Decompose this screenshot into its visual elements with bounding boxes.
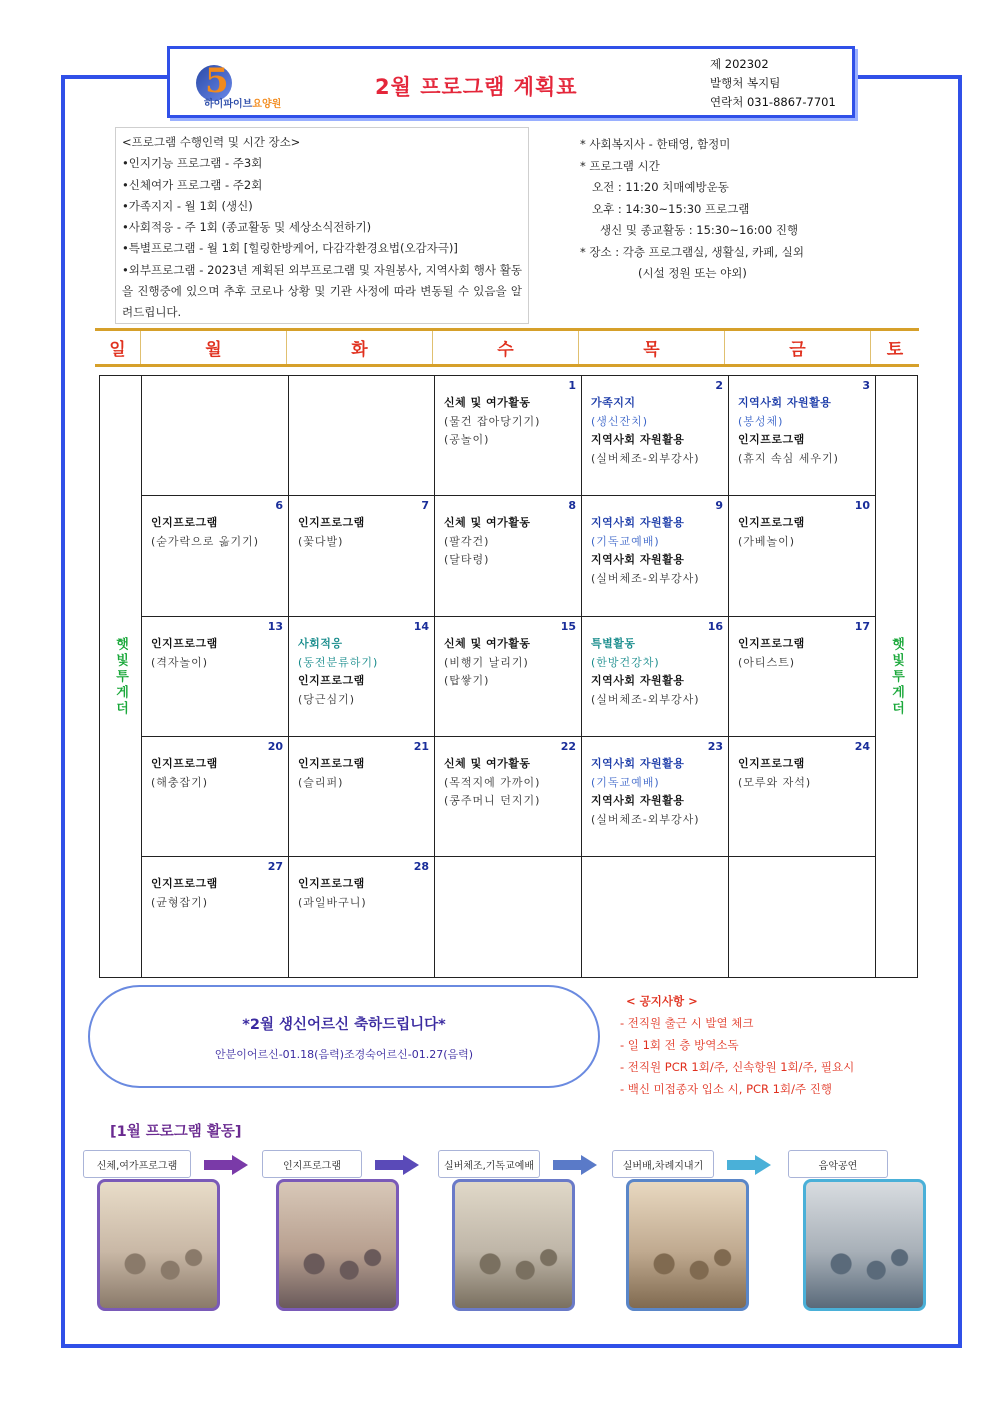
calendar-day-cell	[435, 857, 582, 978]
calendar-day-cell	[142, 496, 289, 617]
weekday-wed: 수	[432, 331, 578, 364]
program-detail: (공놀이)	[444, 433, 490, 446]
program-detail: (생신잔치)	[591, 414, 649, 428]
weekday-sun: 일	[109, 340, 126, 360]
side-label-right: 햇빛투게더	[889, 636, 904, 717]
program-detail: (비행기 날리기)	[444, 655, 529, 669]
calendar-day-cell	[435, 737, 582, 857]
activity-label: 신체,여가프로그램	[83, 1150, 191, 1178]
day-number: 9	[715, 499, 723, 512]
program-info-line: •신체여가 프로그램 - 주2회	[122, 177, 263, 192]
program-title: 가족지지	[591, 396, 636, 409]
program-title: 인지프로그램	[298, 757, 365, 770]
program-title: 지역사회 자원활용	[591, 433, 685, 446]
program-title: 신체 및 여가활동	[444, 637, 531, 650]
weekday-header	[95, 328, 919, 367]
day-number: 13	[267, 620, 283, 633]
calendar-day-cell	[582, 496, 729, 617]
program-title: 인지프로그램	[738, 433, 805, 446]
program-title: 지역사회 자원활용	[591, 674, 685, 687]
program-title: 특별활동	[591, 637, 636, 650]
page-title: 2월 프로그램 계획표	[375, 75, 578, 99]
arrow-right-icon	[727, 1155, 771, 1175]
program-detail: (한방건강차)	[591, 655, 660, 669]
program-detail: (슬리퍼)	[298, 775, 344, 789]
day-number: 20	[267, 740, 283, 753]
day-number: 22	[560, 740, 576, 753]
activity-photo	[97, 1179, 220, 1311]
arrow-right-icon	[553, 1155, 597, 1175]
program-title: 지역사회 자원활용	[591, 553, 685, 566]
program-detail: (과일바구니)	[298, 895, 367, 909]
program-title: 인지프로그램	[298, 516, 365, 529]
day-number: 14	[413, 620, 429, 633]
day-number: 2	[715, 379, 723, 392]
program-info-line: •사회적응 - 주 1회 (종교활동 및 세상소식전하기)	[122, 220, 372, 235]
day-number: 1	[568, 379, 576, 392]
program-title: 인지프로그램	[151, 516, 218, 529]
weekday-thu: 목	[578, 331, 724, 364]
logo	[192, 61, 312, 109]
issue-number: 제 202302	[710, 57, 769, 71]
program-info-heading: <프로그램 수행인력 및 시간 장소>	[122, 135, 301, 149]
staff-line: * 사회복지사 - 한태영, 함정미	[580, 137, 731, 151]
program-title: 지역사회 자원활용	[591, 757, 685, 770]
calendar-day-cell	[582, 617, 729, 737]
calendar-day-cell	[289, 857, 435, 978]
calendar-day-cell	[289, 617, 435, 737]
header	[167, 46, 855, 118]
program-detail: (탑쌓기)	[444, 674, 490, 687]
program-detail: (물건 잡아당기기)	[444, 414, 541, 428]
program-title: 지역사회 자원활용	[738, 396, 832, 409]
calendar-day-cell	[729, 376, 876, 496]
activity-photo	[276, 1179, 399, 1311]
weekday-mon: 월	[140, 331, 286, 364]
program-detail: (숟가락으로 옮기기)	[151, 534, 260, 548]
schedule-info	[580, 134, 910, 285]
birthday-banner	[88, 985, 600, 1088]
activity-photo	[803, 1179, 926, 1311]
program-title: 지역사회 자원활용	[591, 516, 685, 529]
day-number: 23	[707, 740, 723, 753]
calendar-day-cell	[142, 617, 289, 737]
program-detail: (꽃다발)	[298, 534, 344, 548]
calendar-day-cell	[582, 737, 729, 857]
weekday-sat: 토	[870, 331, 919, 364]
activity-photo	[626, 1179, 749, 1311]
publisher: 발행처 복지팀	[710, 76, 781, 90]
program-detail: (콩주머니 던지기)	[444, 794, 541, 807]
activity-label: 음악공연	[788, 1150, 888, 1178]
notice-item: - 전직원 PCR 1회/주, 신속항원 1회/주, 필요시	[620, 1060, 855, 1074]
contact: 연락처 031-8867-7701	[710, 95, 836, 109]
program-info	[115, 127, 529, 324]
birthday-title: *2월 생신어르신 축하드립니다*	[242, 1017, 446, 1033]
program-title: 인지프로그램	[298, 674, 365, 687]
arrow-right-icon	[375, 1155, 419, 1175]
saturday-column	[875, 376, 917, 977]
calendar-day-cell	[289, 496, 435, 617]
calendar-day-cell	[582, 376, 729, 496]
birthday-time: 생신 및 종교활동 : 15:30~16:00 진행	[600, 223, 799, 237]
calendar-day-cell	[289, 737, 435, 857]
calendar-day-cell	[729, 496, 876, 617]
program-title: 지역사회 자원활용	[591, 794, 685, 807]
calendar-day-cell	[435, 376, 582, 496]
birthday-names: 안분이어르신-01.18(음력)조경숙어르신-01.27(음력)	[214, 1048, 474, 1061]
notice-item: - 전직원 출근 시 발열 체크	[620, 1016, 754, 1030]
pm-time: 오후 : 14:30~15:30 프로그램	[592, 201, 750, 216]
program-info-line: •인지기능 프로그램 - 주3회	[122, 156, 263, 171]
calendar-day-cell	[582, 857, 729, 978]
program-detail: (아티스트)	[738, 655, 796, 669]
program-title: 인지프로그램	[151, 877, 218, 890]
program-info-line: •특별프로그램 - 월 1회 [힐링한방케어, 다감각환경요법(오감자극)]	[122, 241, 458, 256]
day-number: 6	[275, 499, 283, 512]
program-title: 신체 및 여가활동	[444, 516, 531, 529]
side-label-left: 햇빛투게더	[113, 636, 128, 717]
program-detail: (실버체조-외부강사)	[591, 571, 700, 585]
program-title: 신체 및 여가활동	[444, 396, 531, 409]
program-title: 인지프로그램	[151, 637, 218, 650]
program-detail: (해충잡기)	[151, 775, 209, 789]
program-detail: (팔각건)	[444, 534, 490, 548]
notice-item: - 일 1회 전 층 방역소독	[620, 1038, 739, 1052]
program-title: 인지프로그램	[151, 757, 218, 770]
place-note: (시설 정원 또는 야외)	[638, 266, 747, 280]
program-detail: (기독교예배)	[591, 775, 660, 789]
program-detail: (실버체조-외부강사)	[591, 812, 700, 826]
calendar	[99, 375, 918, 978]
program-detail: (봉성체)	[738, 414, 784, 428]
program-info-line: •가족지지 - 월 1회 (생신)	[122, 198, 253, 213]
day-number: 16	[707, 620, 723, 633]
calendar-day-cell	[435, 496, 582, 617]
program-detail: (모루와 자석)	[738, 775, 812, 789]
calendar-day-cell	[142, 857, 289, 978]
calendar-day-cell	[435, 617, 582, 737]
place-line: * 장소 : 각층 프로그램실, 생활실, 카페, 실외	[580, 244, 804, 259]
activity-label: 인지프로그램	[262, 1150, 362, 1178]
notice-item: - 백신 미접종자 입소 시, PCR 1회/주 진행	[620, 1082, 832, 1096]
program-detail: (당근심기)	[298, 692, 356, 706]
activity-label: 실버체조,기독교예배	[438, 1150, 540, 1178]
activity-label: 실버배,차례지내기	[612, 1150, 714, 1178]
activity-photo	[452, 1179, 575, 1311]
calendar-day-cell	[729, 857, 876, 978]
day-number: 21	[413, 740, 429, 753]
program-title: 신체 및 여가활동	[444, 757, 531, 770]
program-title: 인지프로그램	[298, 877, 365, 890]
program-detail: (휴지 속심 세우기)	[738, 451, 839, 465]
weekday-tue: 화	[286, 331, 432, 364]
logo-five: 5	[205, 61, 229, 101]
program-info-paragraph: •외부프로그램 - 2023년 계획된 외부프로그램 및 자원봉사, 지역사회 행사 활동을 진행중에 있으며 추후 코로나 상황 및 기관 사정에 따라 변동될 수 있음을 알려드립니다.	[122, 262, 522, 320]
calendar-day-cell	[142, 737, 289, 857]
calendar-day-cell	[289, 376, 435, 496]
sunday-column	[100, 376, 142, 977]
program-detail: (기독교예배)	[591, 534, 660, 548]
day-number: 15	[560, 620, 576, 633]
day-number: 24	[854, 740, 870, 753]
program-detail: (격자놀이)	[151, 655, 209, 669]
program-detail: (가베놀이)	[738, 534, 796, 548]
program-title: 사회적응	[298, 637, 343, 650]
program-title: 인지프로그램	[738, 757, 805, 770]
day-number: 27	[267, 860, 283, 873]
calendar-day-cell	[729, 617, 876, 737]
program-detail: (균형잡기)	[151, 895, 209, 909]
program-title: 인지프로그램	[738, 516, 805, 529]
program-detail: (실버체조-외부강사)	[591, 692, 700, 706]
program-detail: (목적지에 가까이)	[444, 775, 541, 789]
program-title: 인지프로그램	[738, 637, 805, 650]
logo-name: 하이파이브요양원	[204, 99, 282, 110]
day-number: 7	[421, 499, 429, 512]
weekday-fri: 금	[724, 331, 870, 364]
program-detail: (달타령)	[444, 553, 490, 566]
day-number: 28	[413, 860, 429, 873]
day-number: 17	[854, 620, 870, 633]
time-label: * 프로그램 시간	[580, 158, 660, 173]
day-number: 3	[862, 379, 870, 392]
calendar-day-cell	[142, 376, 289, 496]
arrow-right-icon	[204, 1155, 248, 1175]
program-detail: (동전분류하기)	[298, 655, 379, 669]
header-meta	[710, 55, 836, 112]
day-number: 8	[568, 499, 576, 512]
calendar-day-cell	[729, 737, 876, 857]
day-number: 10	[854, 499, 870, 512]
notice-title: < 공지사항 >	[626, 994, 698, 1008]
activities-title: [1월 프로그램 활동]	[110, 1124, 242, 1140]
am-time: 오전 : 11:20 치매예방운동	[592, 180, 729, 194]
program-detail: (실버체조-외부강사)	[591, 451, 700, 465]
notice	[620, 990, 940, 1100]
